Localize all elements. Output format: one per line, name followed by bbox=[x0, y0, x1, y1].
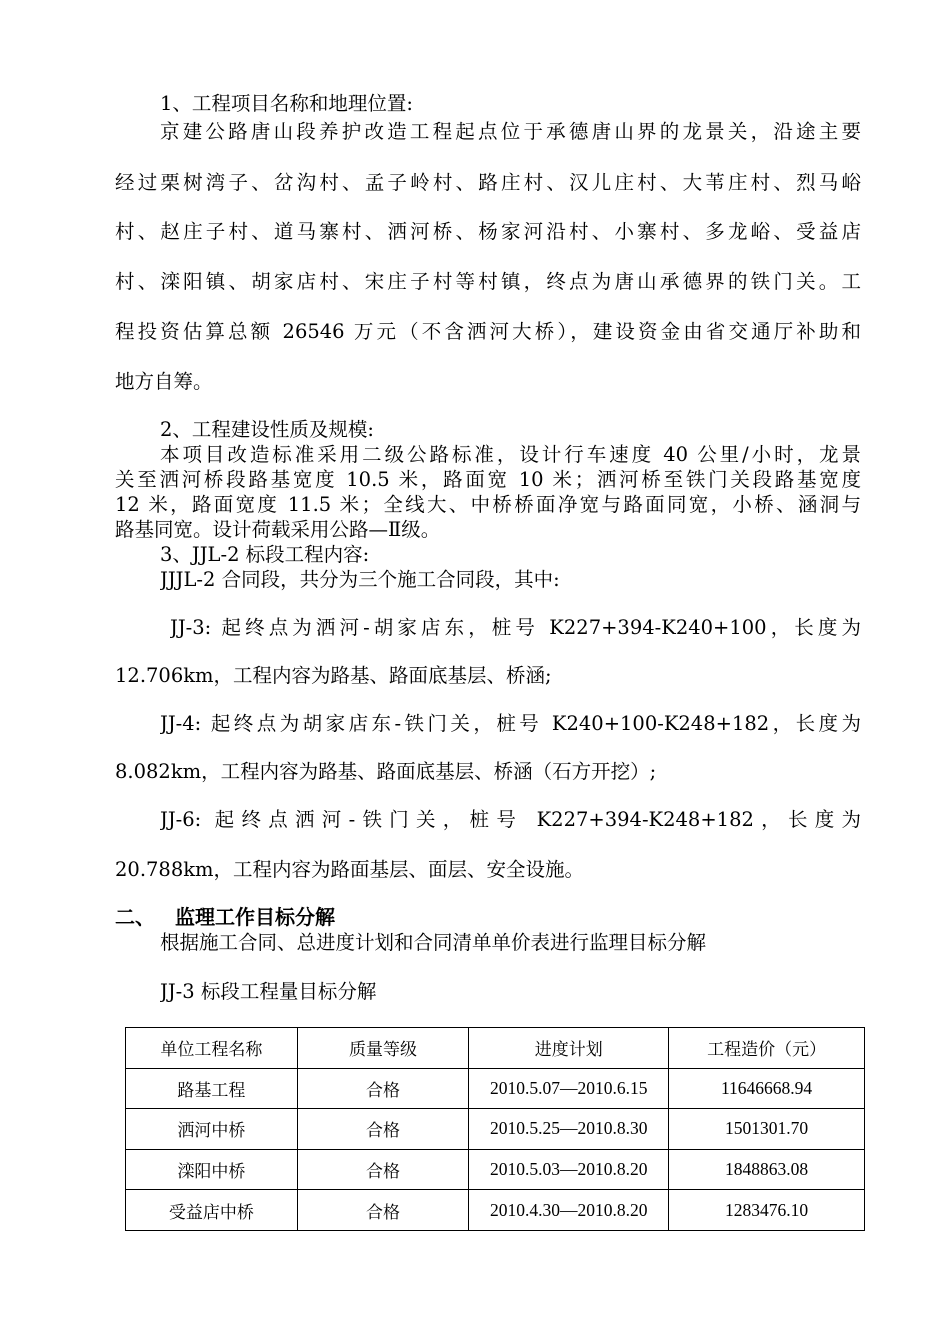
section-1-line: 经过栗树湾子、岔沟村、孟子岭村、路庄村、汉儿庄村、大苇庄村、烈马峪 bbox=[115, 171, 861, 194]
table-cell-schedule: 2010.5.03—2010.8.20 bbox=[469, 1149, 669, 1190]
table-cell-cost: 1283476.10 bbox=[669, 1190, 865, 1231]
section-2-line: 12 米，路面宽度 11.5 米；全线大、中桥桥面净宽与路面同宽，小桥、涵洞与 bbox=[115, 493, 861, 516]
table-row bbox=[126, 1068, 865, 1109]
table-cell-name: 洒河中桥 bbox=[126, 1109, 298, 1150]
part-2-number: 二、 bbox=[115, 905, 155, 929]
part-2-intro: 根据施工合同、总进度计划和合同清单单价表进行监理目标分解 bbox=[160, 931, 707, 954]
part-2-heading bbox=[115, 905, 861, 929]
section-1-line: 村、滦阳镇、胡家店村、宋庄子村等村镇，终点为唐山承德界的铁门关。工 bbox=[115, 270, 861, 293]
table-cell-quality: 合格 bbox=[297, 1149, 469, 1190]
table-cell-name: 滦阳中桥 bbox=[126, 1149, 298, 1190]
table-caption: JJ-3 标段工程量目标分解 bbox=[160, 980, 377, 1003]
table-header-cell: 单位工程名称 bbox=[126, 1028, 298, 1069]
table-cell-quality: 合格 bbox=[297, 1109, 469, 1150]
section-1-line: 地方自筹。 bbox=[115, 370, 213, 393]
jj6-line-2: 20.788km，工程内容为路面基层、面层、安全设施。 bbox=[115, 858, 585, 881]
section-1-line: 村、赵庄子村、道马寨村、洒河桥、杨家河沿村、小寨村、多龙峪、受益店 bbox=[115, 220, 861, 243]
table-cell-cost: 1501301.70 bbox=[669, 1109, 865, 1150]
cost-breakdown-table bbox=[125, 1027, 865, 1231]
section-2-line: 本项目改造标准采用二级公路标准，设计行车速度 40 公里/小时，龙景 bbox=[160, 443, 861, 466]
table-cell-quality: 合格 bbox=[297, 1190, 469, 1231]
jj4-line-2: 8.082km，工程内容为路基、路面底基层、桥涵（石方开挖）; bbox=[115, 760, 657, 783]
table-cell-schedule: 2010.5.25—2010.8.30 bbox=[469, 1109, 669, 1150]
section-2-title: 2、工程建设性质及规模: bbox=[160, 418, 374, 441]
section-1-title: 1、工程项目名称和地理位置: bbox=[160, 92, 413, 115]
section-1-line: 京建公路唐山段养护改造工程起点位于承德唐山界的龙景关，沿途主要 bbox=[160, 120, 861, 143]
part-2-title: 监理工作目标分解 bbox=[175, 905, 335, 929]
section-2-line: 路基同宽。设计荷载采用公路—Ⅱ级。 bbox=[115, 518, 441, 541]
table-row bbox=[126, 1149, 865, 1190]
table-cell-cost: 1848863.08 bbox=[669, 1149, 865, 1190]
table-header-cell: 工程造价（元） bbox=[669, 1028, 865, 1069]
jj6-line-1: JJ-6: 起终点洒河-铁门关，桩号 K227+394-K248+182，长度为 bbox=[160, 808, 861, 831]
section-3-intro: JJJL-2 合同段，共分为三个施工合同段，其中: bbox=[160, 568, 560, 591]
section-1-line: 程投资估算总额 26546 万元（不含洒河大桥），建设资金由省交通厅补助和 bbox=[115, 320, 861, 343]
table-cell-schedule: 2010.4.30—2010.8.20 bbox=[469, 1190, 669, 1231]
table-cell-name: 受益店中桥 bbox=[126, 1190, 298, 1231]
jj3-line-2: 12.706km，工程内容为路基、路面底基层、桥涵; bbox=[115, 664, 552, 687]
table-cell-schedule: 2010.5.07—2010.6.15 bbox=[469, 1068, 669, 1109]
section-2-line: 关至洒河桥段路基宽度 10.5 米，路面宽 10 米；洒河桥至铁门关段路基宽度 bbox=[115, 468, 861, 491]
table-header-row bbox=[126, 1028, 865, 1069]
table-cell-cost: 11646668.94 bbox=[669, 1068, 865, 1109]
section-3-title: 3、JJL-2 标段工程内容: bbox=[160, 543, 370, 566]
table-row bbox=[126, 1109, 865, 1150]
table-header-cell: 进度计划 bbox=[469, 1028, 669, 1069]
table-header-cell: 质量等级 bbox=[297, 1028, 469, 1069]
table-cell-quality: 合格 bbox=[297, 1068, 469, 1109]
table-cell-name: 路基工程 bbox=[126, 1068, 298, 1109]
jj4-line-1: JJ-4: 起终点为胡家店东-铁门关，桩号 K240+100-K248+182，长度为 bbox=[160, 712, 861, 735]
jj3-line-1: JJ-3: 起终点为洒河-胡家店东，桩号 K227+394-K240+100，长度为 bbox=[170, 616, 861, 639]
table-row bbox=[126, 1190, 865, 1231]
